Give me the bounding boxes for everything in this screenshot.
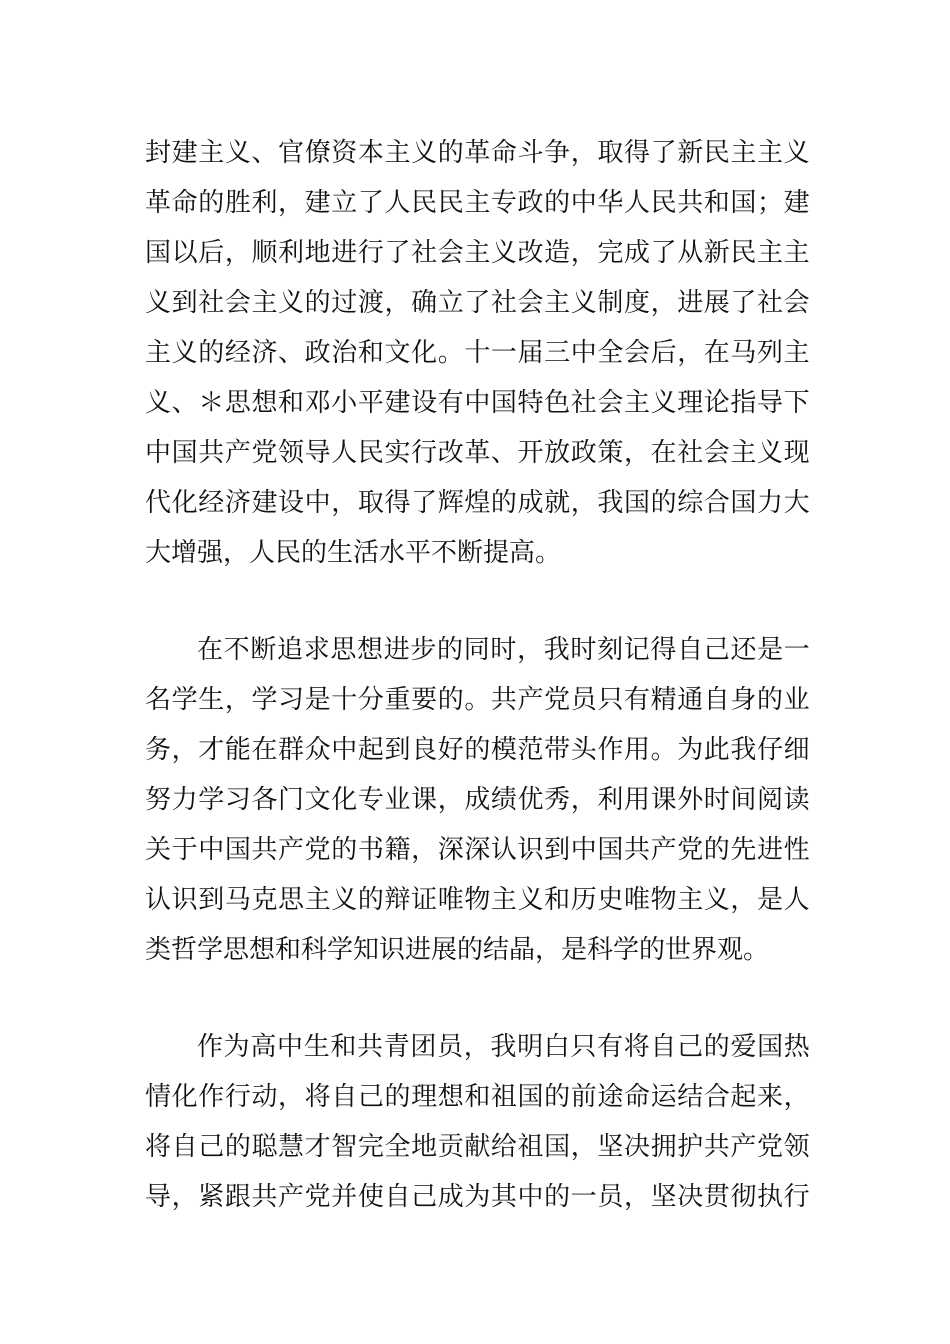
text-line: 务 ， 才 能 在 群 众 中 起 到 良 好 的 模 范 带 头 作 用 。 为 此 我 仔 细	[145, 735, 810, 765]
paragraph-1	[145, 128, 810, 578]
text-line: 义 到 社 会 主 义 的 过 渡 ， 确 立 了 社 会 主 义 制 度 ， 进 展 了 社 会	[145, 288, 810, 318]
text-line: 中 国 共 产 党 领 导 人 民 实 行 改 革 、 开 放 政 策 ， 在 社 会 主 义 现	[145, 438, 810, 468]
text-line: 义 、 ＊ 思 想 和 邓 小 平 建 设 有 中 国 特 色 社 会 主 义 理 论 指 导 下	[145, 388, 810, 418]
text-line: 封 建 主 义 、 官 僚 资 本 主 义 的 革 命 斗 争 ， 取 得 了 新 民 主 主 义	[145, 138, 810, 168]
text-line: 在 不 断 追 求 思 想 进 步 的 同 时 ， 我 时 刻 记 得 自 己 还 是 一	[197, 635, 810, 665]
text-line: 情 化 作 行 动 ， 将 自 己 的 理 想 和 祖 国 的 前 途 命 运 结 合 起 来 ，	[145, 1082, 810, 1112]
text-line: 努 力 学 习 各 门 文 化 专 业 课 ， 成 绩 优 秀 ， 利 用 课 外 时 间 阅 读	[145, 785, 810, 815]
text-line: 将 自 己 的 聪 慧 才 智 完 全 地 贡 献 给 祖 国 ， 坚 决 拥 护 共 产 党 领	[145, 1132, 810, 1162]
paragraph-3	[145, 1022, 810, 1222]
text-line: 关 于 中 国 共 产 党 的 书 籍 ， 深 深 认 识 到 中 国 共 产 党 的 先 进 性	[145, 835, 810, 865]
text-line: 作 为 高 中 生 和 共 青 团 员 ， 我 明 白 只 有 将 自 己 的 爱 国 热	[197, 1032, 810, 1062]
text-line: 大增强，人民的生活水平不断提高。	[145, 538, 562, 568]
text-line: 国 以 后 ， 顺 利 地 进 行 了 社 会 主 义 改 造 ， 完 成 了 从 新 民 主 主	[145, 238, 810, 268]
text-line: 导 ， 紧 跟 共 产 党 并 使 自 己 成 为 其 中 的 一 员 ， 坚 决 贯 彻 执 行	[145, 1182, 810, 1212]
text-line: 主 义 的 经 济 、 政 治 和 文 化 。 十 一 届 三 中 全 会 后 ， 在 马 列 主	[145, 338, 810, 368]
text-line: 类哲学思想和科学知识进展的结晶，是科学的世界观。	[145, 935, 770, 965]
text-line: 认 识 到 马 克 思 主 义 的 辩 证 唯 物 主 义 和 历 史 唯 物 主 义 ， 是 人	[145, 885, 810, 915]
text-line: 革 命 的 胜 利 ， 建 立 了 人 民 民 主 专 政 的 中 华 人 民 共 和 国 ； 建	[145, 188, 810, 218]
text-line: 名 学 生 ， 学 习 是 十 分 重 要 的 。 共 产 党 员 只 有 精 通 自 身 的 业	[145, 685, 810, 715]
text-line: 代 化 经 济 建 设 中 ， 取 得 了 辉 煌 的 成 就 ， 我 国 的 综 合 国 力 大	[145, 488, 810, 518]
paragraph-2	[145, 625, 810, 975]
